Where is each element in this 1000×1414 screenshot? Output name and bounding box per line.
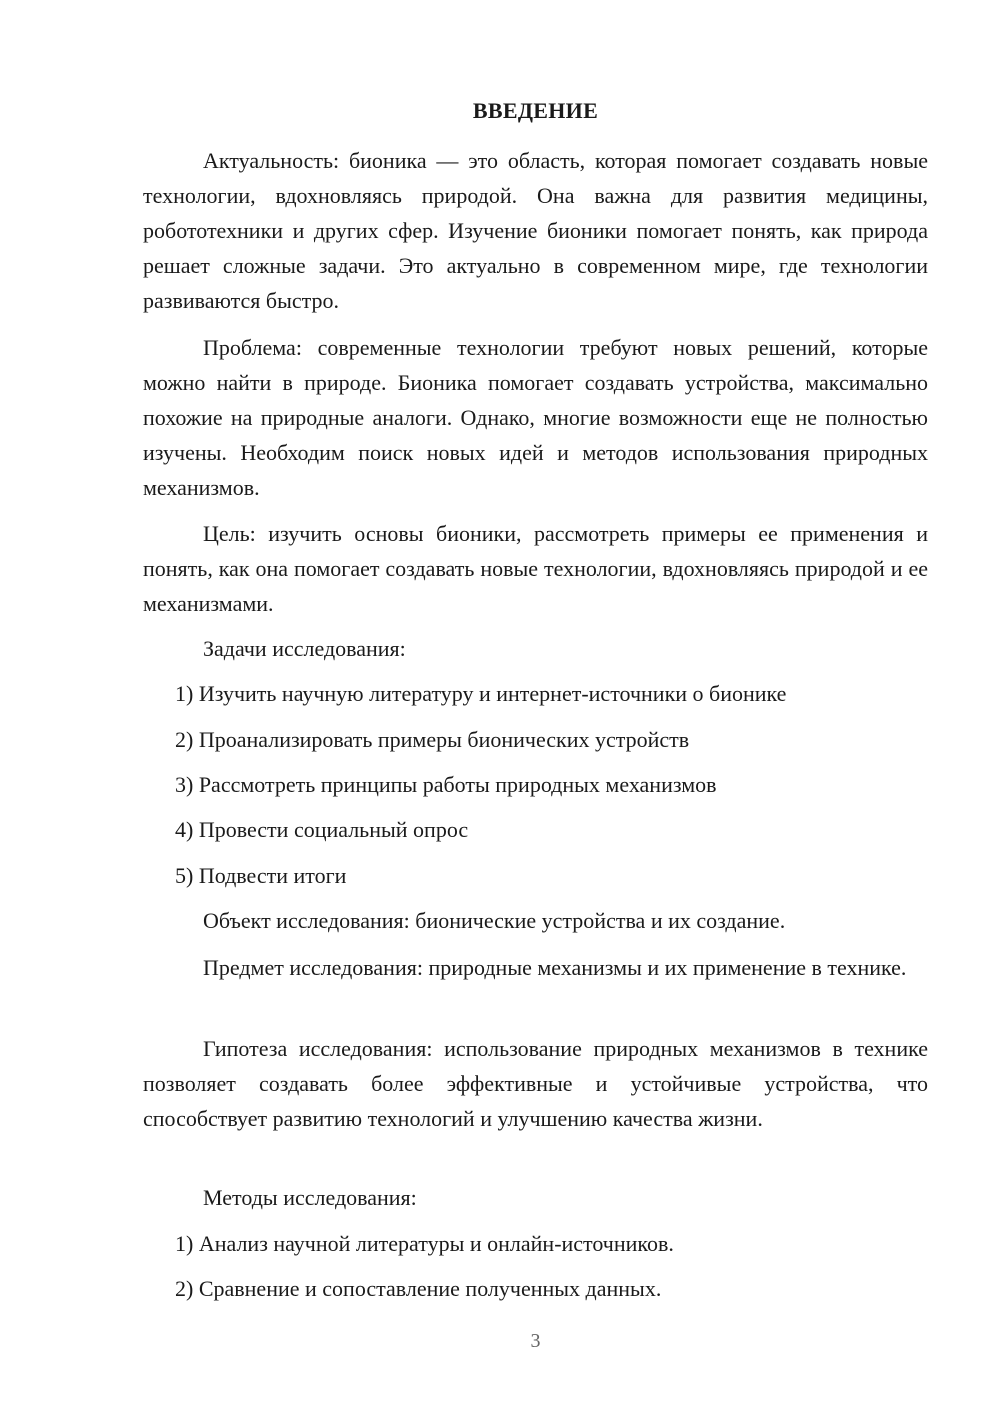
method-item: 1) Анализ научной литературы и онлайн-источников. bbox=[175, 1231, 674, 1256]
goal-paragraph: Цель: изучить основы бионики, рассмотреть примеры ее применения и понять, как она помогает создавать новые технологии, вдохновляясь природой и ее механизмами. bbox=[143, 521, 928, 616]
methods-heading: Методы исследования: bbox=[203, 1185, 417, 1210]
problem-paragraph: Проблема: современные технологии требуют новых решений, которые можно найти в природе. Бионика помогает создавать устройства, максимально похожие на природные аналоги. Однако, многие возможности еще не полностью изучены. Необходим поиск новых идей и методов использования природных механизмов. bbox=[143, 335, 928, 500]
hypothesis-paragraph: Гипотеза исследования: использование природных механизмов в технике позволяет создавать более эффективные и устойчивые устройства, что способствует развитию технологий и улучшению качества жизни. bbox=[143, 1036, 928, 1131]
method-item: 2) Сравнение и сопоставление полученных данных. bbox=[175, 1276, 662, 1301]
subject-paragraph: Предмет исследования: природные механизмы и их применение в технике. bbox=[203, 955, 907, 980]
object-paragraph: Объект исследования: бионические устройства и их создание. bbox=[203, 908, 786, 933]
task-item: 2) Проанализировать примеры бионических устройств bbox=[175, 727, 690, 752]
tasks-heading: Задачи исследования: bbox=[203, 636, 406, 661]
relevance-paragraph: Актуальность: бионика — это область, которая помогает создавать новые технологии, вдохновляясь природой. Она важна для развития медицины, робототехники и других сфер. Изучение бионики помогает понять, как природа решает сложные задачи. Это актуально в современном мире, где технологии развиваются быстро. bbox=[143, 148, 928, 313]
document-page bbox=[143, 0, 928, 1414]
task-item: 1) Изучить научную литературу и интернет-источники о бионике bbox=[175, 681, 787, 706]
section-heading: ВВЕДЕНИЕ bbox=[472, 98, 599, 123]
page-number: 3 bbox=[530, 1330, 541, 1352]
task-item: 5) Подвести итоги bbox=[175, 863, 347, 888]
task-item: 4) Провести социальный опрос bbox=[175, 817, 469, 842]
task-item: 3) Рассмотреть принципы работы природных механизмов bbox=[175, 772, 717, 797]
